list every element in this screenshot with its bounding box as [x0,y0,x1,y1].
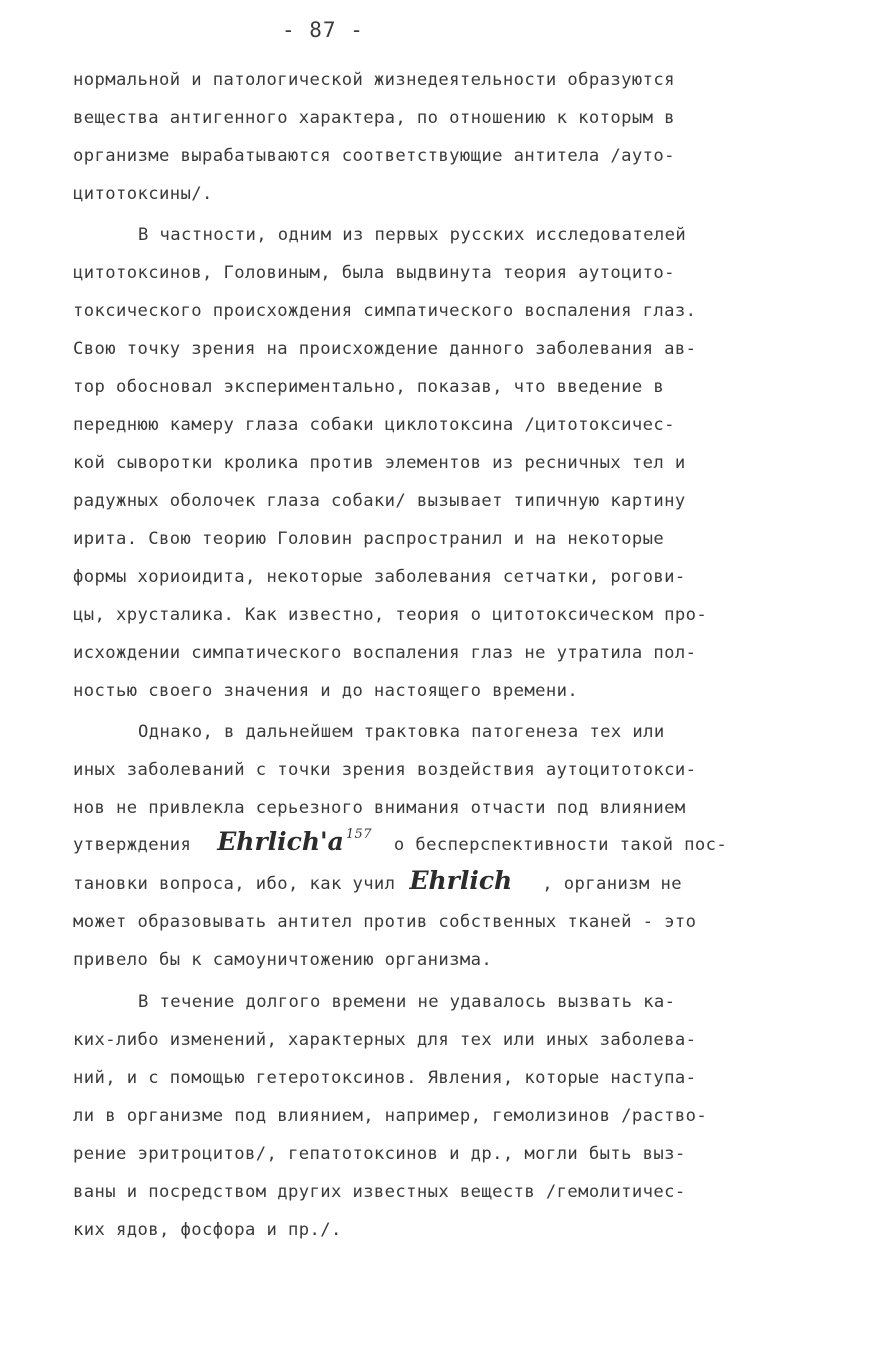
text-line: В течение долгого времени не удавалось вызвать ка- [138,992,676,1012]
text-line: ли в организме под влиянием, например, гемолизинов /раство- [73,1106,708,1126]
text-line: радужных оболочек глаза собаки/ вызывает типичную картину [73,491,686,511]
text-line: цитотоксины/. [73,184,213,204]
text-line: иных заболеваний с точки зрения воздействия аутоцитотокси- [73,760,697,780]
text-line: ирита. Свою теорию Головин распространил и на некоторые [73,529,665,549]
text-line: токсического происхождения симпатического воспаления глаз. [73,301,697,321]
text-fragment: утверждения [73,835,192,855]
text-line: тор обосновал экспериментально, показав, что введение в [73,377,665,397]
text-line-with-reference [73,866,682,895]
text-line: формы хориоидита, некоторые заболевания сетчатки, рогови- [73,567,686,587]
text-line: ких ядов, фосфора и пр./. [73,1220,342,1240]
text-line: ких-либо изменений, характерных для тех или иных заболева- [73,1030,697,1050]
handwritten-name: Ehrlich [409,866,513,895]
text-line: переднюю камеру глаза собаки циклотоксина /цитотоксичес- [73,415,675,435]
text-line: вещества антигенного характера, по отношению к которым в [73,108,675,128]
text-line: Свою точку зрения на происхождение данного заболевания ав- [73,339,697,359]
text-line: кой сыворотки кролика против элементов из ресничных тел и [73,453,686,473]
text-line: ний, и с помощью гетеротоксинов. Явления, которые наступа- [73,1068,697,1088]
reference-number: 157 [345,827,372,842]
text-line-with-reference [73,827,727,856]
text-line: организме вырабатываются соответствующие антитела /ауто- [73,146,675,166]
text-line: ваны и посредством других известных веществ /гемолитичес- [73,1182,686,1202]
text-line: цы, хрусталика. Как известно, теория о цитотоксическом про- [73,605,708,625]
text-line: нов не привлекла серьезного внимания отчасти под влиянием [73,798,686,818]
text-fragment: , организм не [542,874,682,894]
handwritten-name: Ehrlich'a [217,827,344,856]
text-line: В частности, одним из первых русских исследователей [138,225,687,245]
text-line: нормальной и патологической жизнедеятельности образуются [73,70,675,90]
text-line: ностью своего значения и до настоящего времени. [73,681,579,701]
text-line: цитотоксинов, Головиным, была выдвинута теория аутоцито- [73,263,675,283]
page-number: - 87 - [282,18,364,42]
text-line: привело бы к самоуничтожению организма. [73,950,493,970]
text-line: рение эритроцитов/, гепатотоксинов и др., могли быть выз- [73,1144,686,1164]
text-line: исхождении симпатического воспаления глаз не утратила пол- [73,643,697,663]
text-fragment: о бесперспективности такой пос- [393,835,728,855]
text-fragment: тановки вопроса, ибо, как учил [73,874,396,894]
text-line: может образовывать антител против собственных тканей - это [73,912,697,932]
text-line: Однако, в дальнейшем трактовка патогенеза тех или [138,722,665,742]
